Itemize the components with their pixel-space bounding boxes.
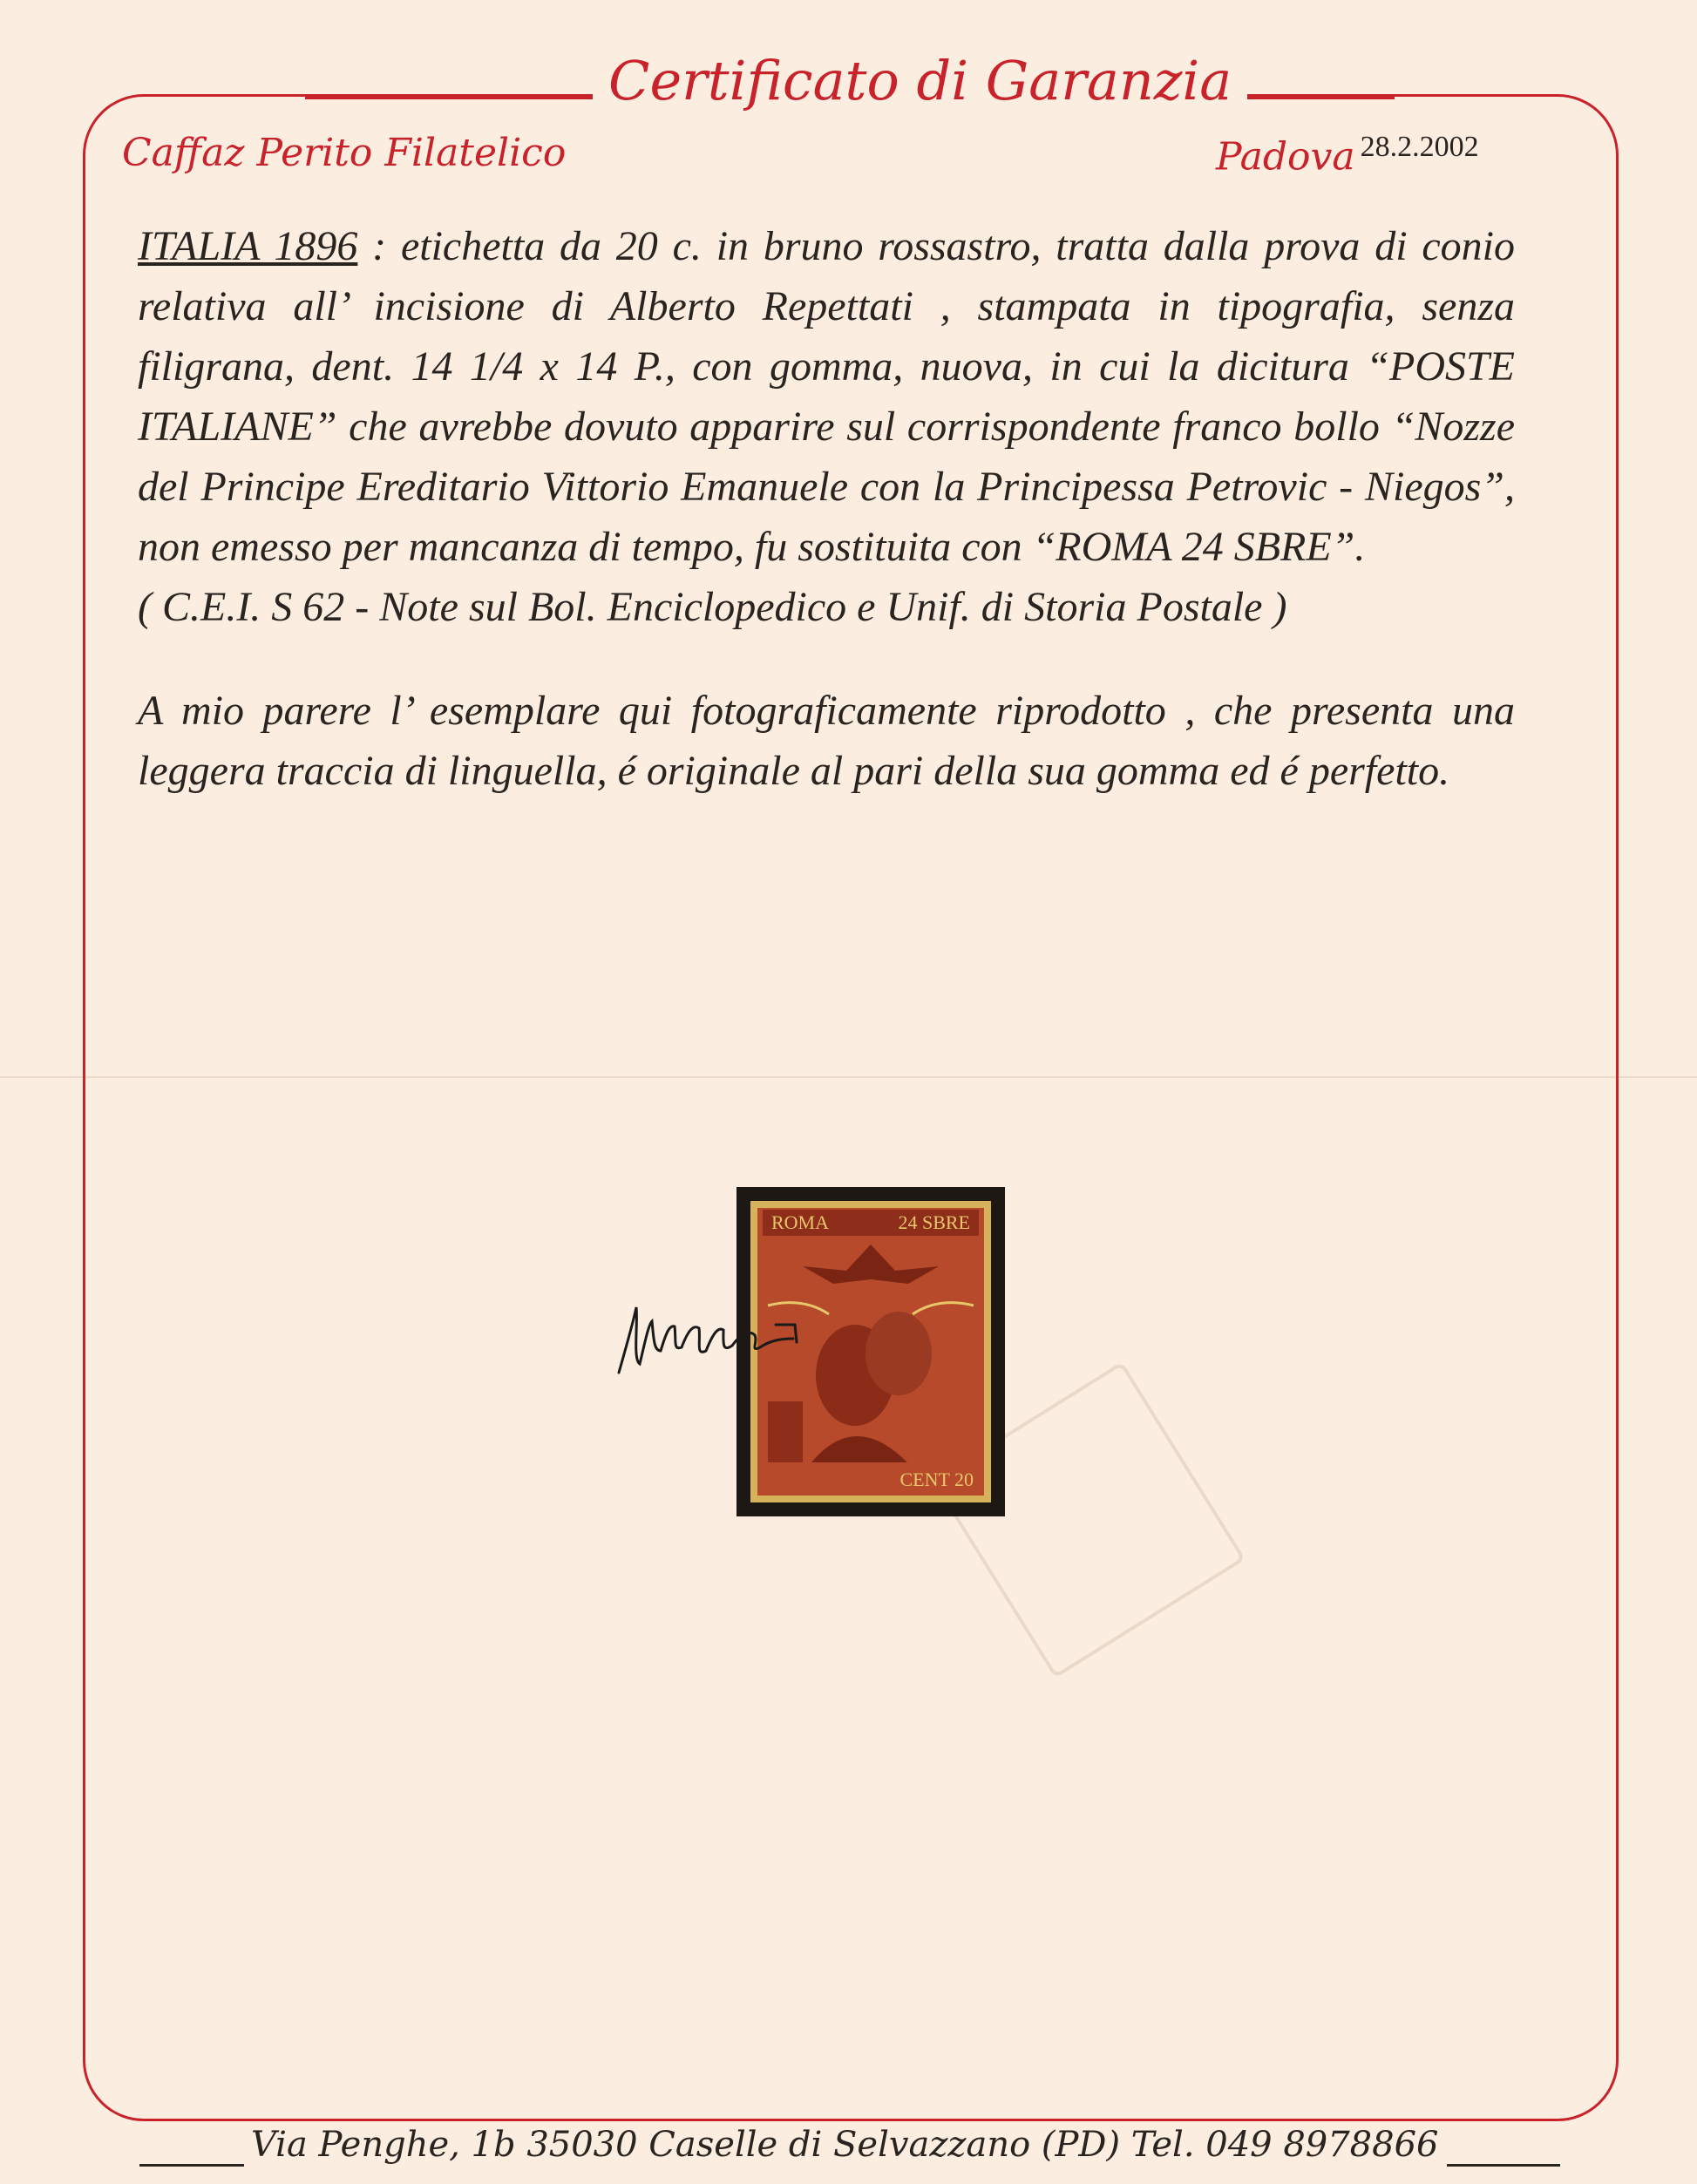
- subject: ITALIA 1896: [138, 223, 358, 269]
- footer-rule-right: [1447, 2164, 1560, 2167]
- certificate-body: [138, 216, 1515, 801]
- catalog-reference: ( C.E.I. S 62 - Note sul Bol. Enciclopedico e Unif. di Storia Postale ): [138, 584, 1287, 630]
- place-date: [1216, 131, 1479, 180]
- signature: [610, 1290, 837, 1386]
- date: 28.2.2002: [1360, 131, 1479, 163]
- certificate-title: Certificato di Garanzia: [593, 51, 1247, 112]
- stamp-value: CENT 20: [899, 1468, 974, 1490]
- stamp-top-right: 24 SBRE: [898, 1211, 970, 1233]
- stamp-top-band: [763, 1210, 979, 1236]
- footer-address: Via Penghe, 1b 35030 Caselle di Selvazzano (PD) Tel. 049 8978866: [251, 2125, 1439, 2165]
- description-paragraph: [138, 216, 1515, 577]
- footer-rule-left: [139, 2164, 244, 2167]
- stamp-top-left: ROMA: [771, 1211, 830, 1233]
- title-area: [0, 51, 1697, 112]
- place: Padova: [1216, 134, 1355, 180]
- opinion-paragraph: A mio parere l’ esemplare qui fotograficamente riprodotto , che presenta una leggera traccia di linguella, é originale al pari della sua gomma ed é perfetto.: [138, 688, 1515, 794]
- title-rule-left: [305, 97, 601, 99]
- description-text: : etichetta da 20 c. in bruno rossastro, tratta dalla prova di conio relativa all’ incisione di Alberto Repettati , stampata in tipografia, senza filigrana, dent. 14 1/4 x 14 P., con gomma, nuova, in cui la dicitura “POSTE ITALIANE” che avrebbe dovuto apparire sul corrispondente franco bollo “Nozze del Principe Ereditario Vittorio Emanuele con la Principessa Petrovic - Niegos”, non emesso per mancanza di tempo, fu sostituita con “ROMA 24 SBRE”.: [138, 223, 1515, 570]
- expert-name: Caffaz Perito Filatelico: [122, 131, 567, 175]
